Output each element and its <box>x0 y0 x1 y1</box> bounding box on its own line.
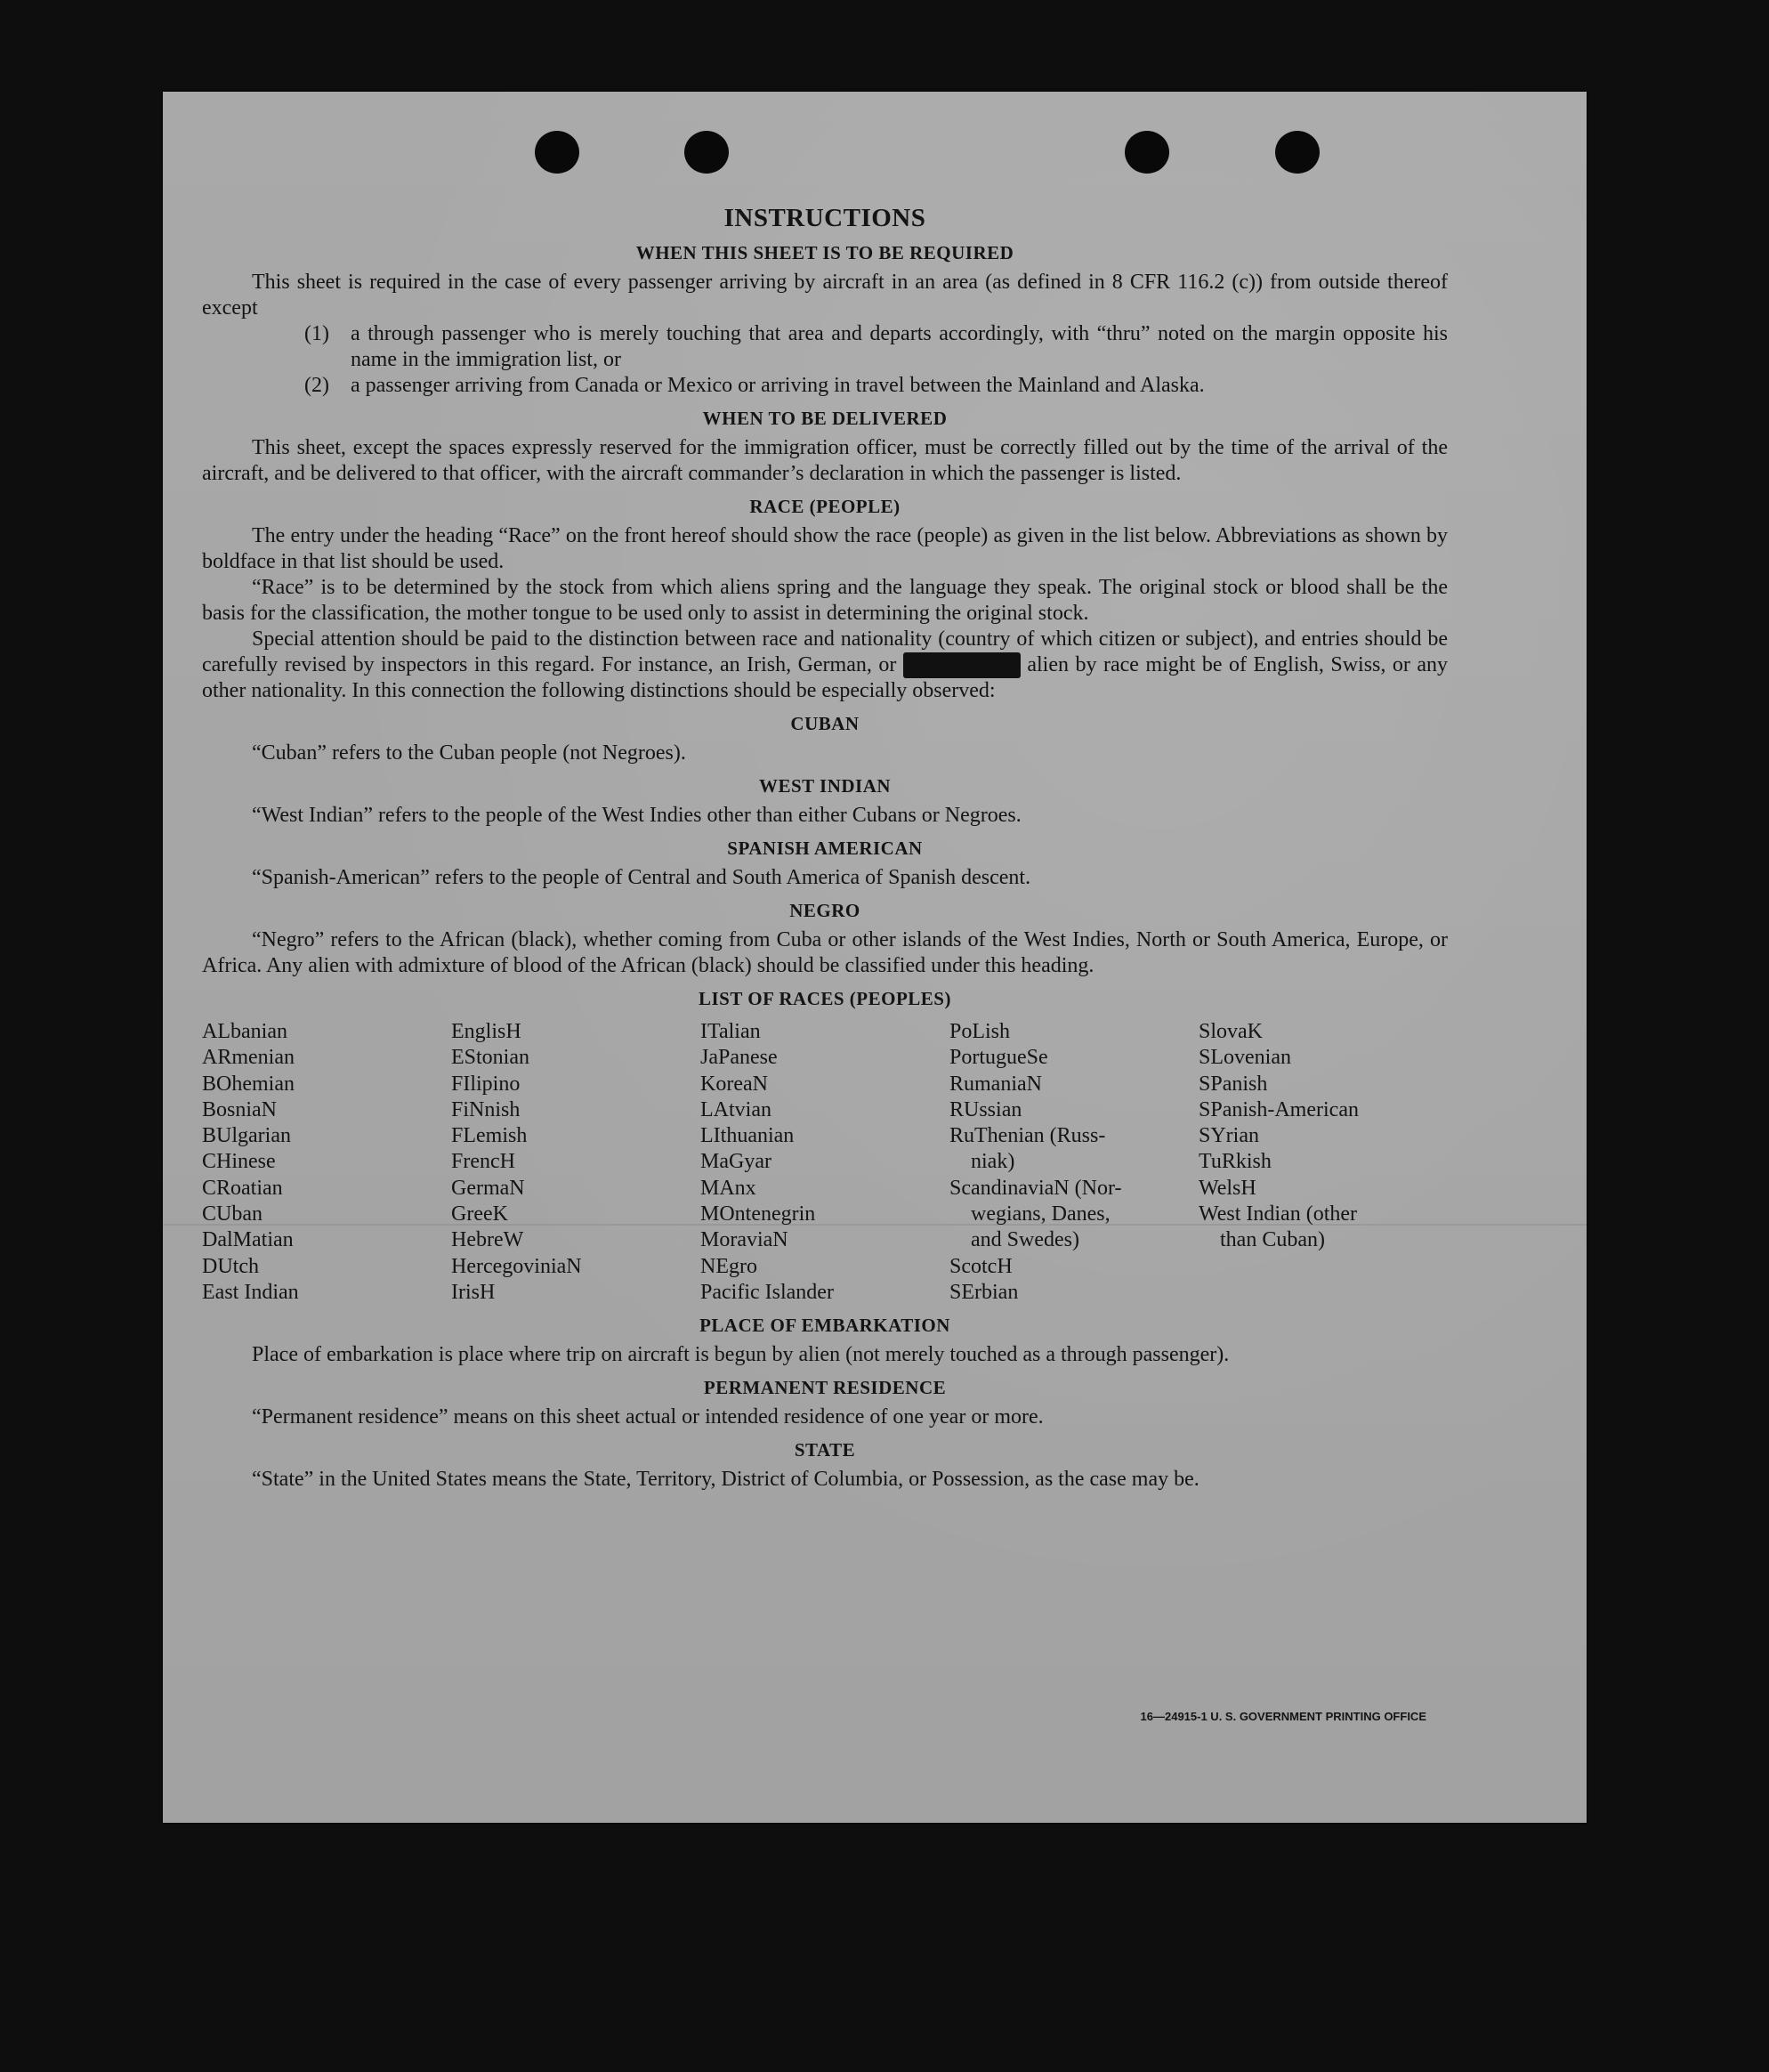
exception-text: a passenger arriving from Canada or Mexico or arriving in travel between the Mainland and Alaska. <box>351 374 1205 397</box>
redacted-word <box>903 652 1021 678</box>
punch-hole <box>1275 131 1320 174</box>
race-entry: LIthuanian <box>700 1124 795 1148</box>
race-entry: GermaN <box>451 1176 525 1200</box>
instructions-body <box>202 204 1448 1493</box>
race-entry: West Indian (other <box>1199 1202 1358 1226</box>
race-column <box>202 1019 451 1306</box>
race-entry: KoreaN <box>700 1072 768 1096</box>
state-text: “State” in the United States means the State, Territory, District of Columbia, or Possession, as the case may be. <box>252 1468 1200 1492</box>
race-column <box>1199 1019 1448 1306</box>
race-entry: CRoatian <box>202 1176 283 1200</box>
document-sheet <box>163 92 1587 1823</box>
when-delivered-text: This sheet, except the spaces expressly reserved for the immigration officer, must be correctly filled out by the time of the arrival of the aircraft, and be delivered to that officer, with the aircraft commander’s declaration in which the passenger is listed. <box>202 436 1448 485</box>
race-entry: SErbian <box>949 1280 1019 1304</box>
race-entry: MoraviaN <box>700 1228 788 1252</box>
race-entry: MaGyar <box>700 1150 771 1174</box>
heading-when-delivered: WHEN TO BE DELIVERED <box>702 408 948 429</box>
heading-embarkation: PLACE OF EMBARKATION <box>699 1315 950 1337</box>
race-entry: wegians, Danes, <box>971 1202 1111 1226</box>
race-entry: FiNnish <box>451 1097 521 1121</box>
race-list <box>202 1019 1448 1306</box>
heading-negro: NEGRO <box>789 900 860 921</box>
exception-number: (2) <box>304 374 329 397</box>
race-entry: PoLish <box>949 1020 1011 1043</box>
when-required-intro: This sheet is required in the case of every passenger arriving by aircraft in an area (as defined in 8 CFR 116.2 (c)) from outside thereof except <box>202 271 1448 320</box>
race-entry: SYrian <box>1199 1124 1259 1148</box>
race-paragraph-2: “Race” is to be determined by the stock from which aliens spring and the language they speak. The original stock or blood shall be the basis for the classification, the mother tongue to be used only to assist in determining the original stock. <box>202 576 1448 625</box>
race-entry: DalMatian <box>202 1228 294 1252</box>
heading-state: STATE <box>794 1439 856 1461</box>
race-entry: IrisH <box>451 1280 496 1304</box>
exception-item <box>304 321 1448 373</box>
race-entry: CHinese <box>202 1150 276 1174</box>
race-entry: East Indian <box>202 1280 299 1304</box>
race-column <box>949 1019 1199 1306</box>
race-entry: PortugueSe <box>949 1046 1048 1070</box>
punch-hole <box>684 131 729 174</box>
race-entry: niak) <box>971 1150 1015 1174</box>
race-entry: FLemish <box>451 1124 528 1148</box>
race-entry: CUban <box>202 1202 263 1226</box>
race-entry: SPanish-American <box>1199 1097 1359 1121</box>
permanent-residence-text: “Permanent residence” means on this sheet actual or intended residence of one year or more. <box>252 1405 1044 1429</box>
race-paragraph-3-part-b: alien by race might be of English, Swiss, or any other nationality. In this connection the following distinctions should be especially observed: <box>202 653 1449 702</box>
race-entry: EnglisH <box>451 1020 521 1043</box>
heading-west-indian: WEST INDIAN <box>758 775 892 797</box>
race-entry: FrencH <box>451 1150 515 1174</box>
exception-item <box>304 373 1448 399</box>
race-entry: TuRkish <box>1199 1150 1272 1174</box>
race-entry: WelsH <box>1199 1176 1256 1200</box>
heading-when-required: WHEN THIS SHEET IS TO BE REQUIRED <box>635 242 1014 263</box>
race-entry: RuThenian (Russ- <box>949 1124 1106 1148</box>
heading-permanent-residence: PERMANENT RESIDENCE <box>703 1377 947 1399</box>
race-entry: than Cuban) <box>1220 1228 1325 1252</box>
exception-number: (1) <box>304 322 329 345</box>
race-entry: HercegoviniaN <box>451 1254 582 1278</box>
spanish-american-text: “Spanish-American” refers to the people of Central and South America of Spanish descent. <box>252 866 1031 889</box>
exception-text: a through passenger who is merely touching that area and departs accordingly, with “thru” noted on the margin opposite his name in the immigration list, or <box>351 322 1448 371</box>
race-column <box>451 1019 700 1306</box>
race-entry: GreeK <box>451 1202 508 1226</box>
race-entry: BUlgarian <box>202 1124 291 1148</box>
race-entry: HebreW <box>451 1228 524 1252</box>
race-entry: ALbanian <box>202 1020 287 1043</box>
west-indian-text: “West Indian” refers to the people of the West Indies other than either Cubans or Negroes. <box>252 804 1022 827</box>
heading-spanish-american: SPANISH AMERICAN <box>727 838 923 859</box>
embarkation-text: Place of embarkation is place where trip on aircraft is begun by alien (not merely touched as a through passenger). <box>252 1343 1230 1367</box>
race-entry: ScandinaviaN (Nor- <box>949 1176 1122 1200</box>
race-entry: RumaniaN <box>949 1072 1042 1096</box>
race-entry: BosniaN <box>202 1097 277 1121</box>
punch-hole <box>1125 131 1169 174</box>
race-entry: MAnx <box>700 1176 756 1200</box>
race-entry: FIlipino <box>451 1072 521 1096</box>
race-paragraph-3 <box>202 627 1448 704</box>
race-entry: Pacific Islander <box>700 1280 834 1304</box>
heading-cuban: CUBAN <box>790 713 860 734</box>
printing-office-code: 16—24915-1 U. S. GOVERNMENT PRINTING OFFICE <box>1140 1710 1426 1723</box>
race-entry: ScotcH <box>949 1254 1013 1278</box>
negro-text: “Negro” refers to the African (black), whether coming from Cuba or other islands of the West Indies, North or South America, Europe, or Africa. Any alien with admixture of blood of the African (black) should be classified under this heading. <box>202 928 1448 977</box>
page-title: INSTRUCTIONS <box>723 204 926 232</box>
race-entry: EStonian <box>451 1046 529 1070</box>
race-entry: SLovenian <box>1199 1046 1291 1070</box>
race-entry: ARmenian <box>202 1046 295 1070</box>
race-paragraph-1: The entry under the heading “Race” on the front hereof should show the race (people) as given in the list below. Abbreviations as shown by boldface in that list should be used. <box>202 524 1448 573</box>
race-entry: MOntenegrin <box>700 1202 816 1226</box>
cuban-text: “Cuban” refers to the Cuban people (not Negroes). <box>252 741 686 765</box>
punch-hole <box>535 131 579 174</box>
race-entry: LAtvian <box>700 1097 771 1121</box>
race-entry: ITalian <box>700 1020 761 1043</box>
race-entry: RUssian <box>949 1097 1022 1121</box>
race-entry: BOhemian <box>202 1072 295 1096</box>
heading-list-of-races: LIST OF RACES (PEOPLES) <box>699 988 951 1009</box>
race-entry: and Swedes) <box>971 1228 1079 1252</box>
race-column <box>700 1019 949 1306</box>
race-entry: JaPanese <box>700 1046 778 1070</box>
race-entry: DUtch <box>202 1254 259 1278</box>
heading-race: RACE (PEOPLE) <box>749 496 901 517</box>
race-entry: NEgro <box>700 1254 757 1278</box>
race-paragraph-3-part-a: Special attention should be paid to the distinction between race and nationality (country of which citizen or subject), and entries should be carefully revised by inspectors in this regard. For instance, an Irish, German, or <box>202 627 1448 676</box>
race-entry: SPanish <box>1199 1072 1268 1096</box>
race-entry: SlovaK <box>1199 1020 1263 1043</box>
